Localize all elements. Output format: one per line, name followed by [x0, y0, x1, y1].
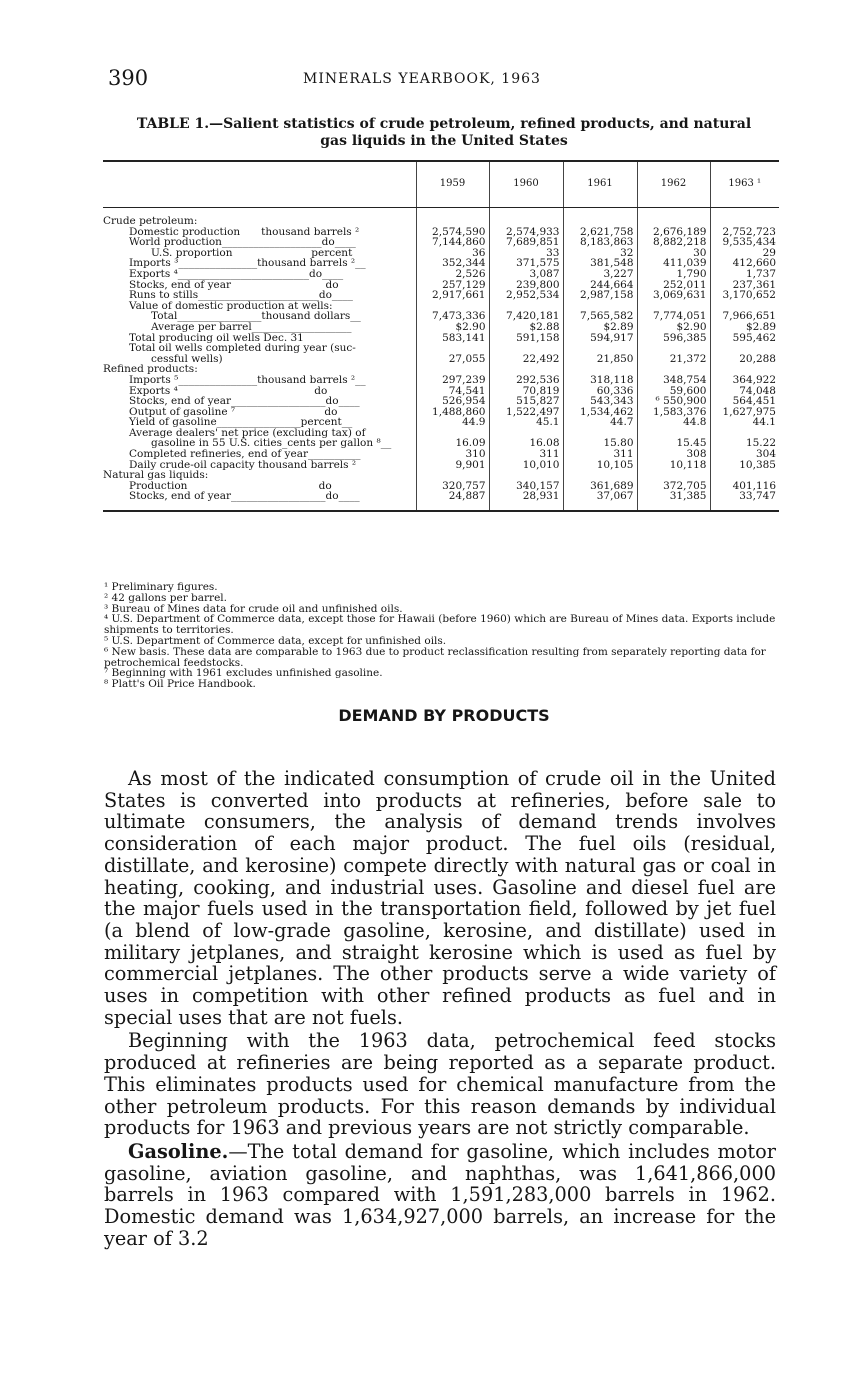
footnote: ¹ Preliminary figures.	[104, 581, 218, 593]
table-row	[103, 322, 779, 333]
cell-value: 10,118	[637, 460, 710, 471]
row-label: World production___________________do____	[129, 237, 356, 248]
table-row	[103, 269, 779, 280]
cell-value: 2,574,590	[416, 227, 489, 238]
cell-value	[637, 301, 710, 312]
row-label: Natural gas liquids:	[103, 470, 209, 481]
row-label: cessful wells)_______________________________	[151, 353, 386, 365]
row-label: Average dealers' net price (excluding tax) of	[129, 427, 366, 439]
cell-value: 31,385	[637, 491, 710, 511]
cell-value: 1,627,975	[710, 407, 779, 418]
table-row	[103, 407, 779, 418]
footnote: ⁵ U.S. Department of Commerce data, except for unfinished oils.	[104, 634, 447, 647]
cell-value	[416, 364, 489, 375]
table-row	[103, 491, 779, 511]
table-row	[103, 470, 779, 481]
cell-value: 7,420,181	[489, 311, 563, 322]
cell-value: $2.89	[563, 322, 637, 333]
cell-value: 32	[563, 248, 637, 259]
cell-value	[489, 364, 563, 375]
cell-value: 21,850	[563, 354, 637, 365]
cell-value: 44.8	[637, 417, 710, 428]
table-title	[104, 116, 784, 150]
table-row	[103, 375, 779, 386]
paragraph: As most of the indicated consumption of crude oil in the United States is converted into products at refineries, before sale to ultimate consumers, the analysis of demand trends involves consideration of each major product. The fuel oils (residual, distillate, and kerosine) compete directly with natural gas or coal in heating, cooking, and industrial uses. Gasoline and diesel fuel are the major fuels used in the transportation field, followed by jet fuel (a blend of low-grade gasoline, kerosine, and distillate) used in military jetplanes, and straight kerosine which is used as fuel by commercial jetplanes. The other products serve a wide variety of uses in competition with other refined products as fuel and in special uses that are not fuels.	[104, 767, 776, 1029]
cell-value: 2,526	[416, 269, 489, 280]
table-row	[103, 311, 779, 322]
cell-value: 21,372	[637, 354, 710, 365]
cell-value	[416, 470, 489, 481]
cell-value	[416, 301, 489, 312]
cell-value: 1,737	[710, 269, 779, 280]
paragraph: Beginning with the 1963 data, petrochemical feed stocks produced at refineries are being reported as a separate product. This eliminates products used for chemical manufacture from the other petroleum products. For this reason demands by individual products for 1963 and previous years are not strictly comparable.	[104, 1029, 776, 1140]
footnote: ⁸ Platt's Oil Price Handbook.	[104, 678, 256, 691]
cell-value	[489, 343, 563, 354]
cell-value: 364,922	[710, 375, 779, 386]
salient-statistics-table	[103, 160, 779, 512]
cell-value: 22,492	[489, 354, 563, 365]
table-row	[103, 481, 779, 492]
cell-value: 29	[710, 248, 779, 259]
run-in-heading: Gasoline.	[128, 1139, 229, 1163]
row-label: Output of gasoline ⁷_________________do____	[129, 406, 359, 418]
table-row	[103, 428, 779, 439]
table-row	[103, 258, 779, 269]
table-row	[103, 227, 779, 238]
cell-value: 60,336	[563, 386, 637, 397]
running-title: MINERALS YEARBOOK, 1963	[303, 71, 541, 87]
table-row	[103, 396, 779, 407]
cell-value	[637, 470, 710, 481]
cell-value: 244,664	[563, 280, 637, 291]
table-row	[103, 301, 779, 312]
cell-value	[563, 428, 637, 439]
column-header-year: 1962	[637, 161, 710, 208]
cell-value: 237,361	[710, 280, 779, 291]
cell-value	[489, 470, 563, 481]
footnote: ⁴ U.S. Department of Commerce data, except those for Hawaii (before 1960) which are Bureau of Mines data. Exports include shipments to territories.	[104, 613, 776, 637]
cell-value: 252,011	[637, 280, 710, 291]
cell-value: 361,689	[563, 481, 637, 492]
cell-value	[710, 428, 779, 439]
cell-value: 10,385	[710, 460, 779, 471]
cell-value	[637, 216, 710, 227]
paragraph	[104, 1141, 776, 1250]
cell-value: 2,574,933	[489, 227, 563, 238]
cell-value: 59,600	[637, 386, 710, 397]
cell-value: 381,548	[563, 258, 637, 269]
body-text	[104, 768, 776, 1251]
cell-value: 352,344	[416, 258, 489, 269]
table-row	[103, 417, 779, 428]
cell-value: 20,288	[710, 354, 779, 365]
row-label: Yield of gasoline________________percent__	[129, 417, 353, 428]
cell-value: 7,774,051	[637, 311, 710, 322]
row-label: Imports ⁵_______________thousand barrels ²__	[129, 374, 366, 386]
cell-value: 8,882,218	[637, 237, 710, 248]
cell-value: 27,055	[416, 354, 489, 365]
cell-value: 16.09	[416, 438, 489, 449]
cell-value: 74,048	[710, 386, 779, 397]
row-label: Refined products:	[103, 364, 198, 375]
cell-value: 583,141	[416, 333, 489, 344]
cell-value: 7,565,582	[563, 311, 637, 322]
cell-value: 70,819	[489, 386, 563, 397]
cell-value: 15.80	[563, 438, 637, 449]
cell-value: 318,118	[563, 375, 637, 386]
page-number: 390	[108, 66, 149, 90]
row-label: Stocks, end of year__________________do____	[129, 279, 360, 291]
row-label: Runs to stills_______________________do____	[129, 290, 353, 301]
table-row	[103, 248, 779, 259]
cell-value	[416, 428, 489, 439]
section-heading: DEMAND BY PRODUCTS	[338, 706, 550, 725]
cell-value	[416, 343, 489, 354]
table-row	[103, 237, 779, 248]
table-row	[103, 438, 779, 449]
cell-value: 1,522,497	[489, 407, 563, 418]
cell-value: 1,583,376	[637, 407, 710, 418]
table-row	[103, 364, 779, 375]
cell-value	[637, 428, 710, 439]
cell-value: 7,144,860	[416, 237, 489, 248]
cell-value	[489, 216, 563, 227]
cell-value: 7,966,651	[710, 311, 779, 322]
cell-value: 15.45	[637, 438, 710, 449]
cell-value	[710, 470, 779, 481]
row-label: Domestic production____thousand barrels ²__	[129, 226, 370, 238]
row-label: Production_________________________do____	[129, 480, 353, 492]
cell-value: 15.22	[710, 438, 779, 449]
cell-value	[563, 470, 637, 481]
cell-value: 16.08	[489, 438, 563, 449]
cell-value	[563, 343, 637, 354]
cell-value: 515,827	[489, 396, 563, 407]
cell-value: $2.89	[710, 322, 779, 333]
cell-value	[637, 343, 710, 354]
cell-value: 44.1	[710, 417, 779, 428]
row-label: Exports ⁴__________________________do____	[129, 385, 349, 397]
footnote: ³ Bureau of Mines data for crude oil and unfinished oils.	[104, 602, 403, 615]
cell-value: $2.88	[489, 322, 563, 333]
footnote: ² 42 gallons per barrel.	[104, 591, 227, 604]
cell-value: 310	[416, 449, 489, 460]
row-label: Value of domestic production at wells:	[129, 300, 333, 312]
cell-value: 412,660	[710, 258, 779, 269]
cell-value: 543,343	[563, 396, 637, 407]
row-label: Total oil wells completed during year (suc-	[129, 343, 356, 354]
cell-value	[563, 301, 637, 312]
cell-value: 3,227	[563, 269, 637, 280]
cell-value: 74,541	[416, 386, 489, 397]
cell-value: 24,887	[416, 491, 489, 511]
table-row	[103, 460, 779, 471]
cell-value: 596,385	[637, 333, 710, 344]
cell-value: $2.90	[416, 322, 489, 333]
table-row	[103, 290, 779, 301]
table-footnotes	[104, 582, 784, 690]
cell-value: 45.1	[489, 417, 563, 428]
row-label: Daily crude-oil capacity thousand barrels ²__	[129, 459, 367, 471]
cell-value: 1,790	[637, 269, 710, 280]
table-row	[103, 343, 779, 354]
footnote: ⁶ New basis. These data are comparable to 1963 due to product reclassification resulting from separately reporting data for petrochemical feedstocks.	[104, 645, 766, 669]
row-label: Imports ³_______________thousand barrels ²__	[129, 258, 366, 269]
cell-value: 320,757	[416, 481, 489, 492]
cell-value: 7,473,336	[416, 311, 489, 322]
column-header-year: 1961	[563, 161, 637, 208]
table-row	[103, 354, 779, 365]
cell-value: 3,170,652	[710, 290, 779, 301]
cell-value: 2,752,723	[710, 227, 779, 238]
cell-value: 9,535,434	[710, 237, 779, 248]
row-label: Stocks, end of year__________________do____	[129, 396, 360, 407]
cell-value: 44.7	[563, 417, 637, 428]
row-label: Exports ⁴_________________________do____	[129, 268, 344, 280]
cell-value: 2,676,189	[637, 227, 710, 238]
row-label: Total________________thousand dollars__	[151, 311, 361, 322]
cell-value: 10,010	[489, 460, 563, 471]
cell-value: 10,105	[563, 460, 637, 471]
cell-value: 37,067	[563, 491, 637, 511]
cell-value: 239,800	[489, 280, 563, 291]
row-label: U.S. proportion_______________percent__	[151, 247, 363, 259]
cell-value: 30	[637, 248, 710, 259]
paragraph-text: —The total demand for gasoline, which includes motor gasoline, aviation gasoline, and naphthas, was 1,641,866,000 barrels in 1963 compared with 1,591,283,000 barrels in 1962. Domestic demand was 1,634,927,000 barrels, an increase for the year of 3.2	[104, 1139, 776, 1250]
row-label: gasoline in 55 U.S. cities_cents per gallon ⁸__	[151, 438, 392, 450]
cell-value: 292,536	[489, 375, 563, 386]
cell-value	[710, 301, 779, 312]
table-title-line-1: TABLE 1.—Salient statistics of crude petroleum, refined products, and natural	[136, 116, 752, 132]
cell-value: 1,488,860	[416, 407, 489, 418]
cell-value: 3,087	[489, 269, 563, 280]
cell-value: ⁶ 550,900	[637, 396, 710, 407]
cell-value: 2,987,158	[563, 290, 637, 301]
table-title-line-2: gas liquids in the United States	[320, 133, 568, 149]
cell-value: 308	[637, 449, 710, 460]
cell-value	[710, 216, 779, 227]
table-row	[103, 386, 779, 397]
cell-value: 594,917	[563, 333, 637, 344]
row-label: Completed refineries, end of year__________	[129, 449, 361, 460]
row-label: Average per barrel___________________	[151, 321, 352, 333]
cell-value	[637, 364, 710, 375]
row-label: Total producing oil wells Dec. 31_____________	[129, 332, 373, 344]
table-row	[103, 449, 779, 460]
cell-value: 311	[563, 449, 637, 460]
table-row	[103, 333, 779, 344]
cell-value: 8,183,863	[563, 237, 637, 248]
row-label: Crude petroleum:	[103, 216, 198, 227]
cell-value	[710, 364, 779, 375]
cell-value: 3,069,631	[637, 290, 710, 301]
cell-value	[489, 428, 563, 439]
cell-value: 401,116	[710, 481, 779, 492]
table-row	[103, 280, 779, 291]
cell-value: 297,239	[416, 375, 489, 386]
cell-value: 526,954	[416, 396, 489, 407]
cell-value: 2,917,661	[416, 290, 489, 301]
cell-value: 340,157	[489, 481, 563, 492]
cell-value: 591,158	[489, 333, 563, 344]
cell-value: 9,901	[416, 460, 489, 471]
table-header-row	[103, 161, 779, 208]
cell-value: 372,705	[637, 481, 710, 492]
page-header	[108, 66, 778, 90]
table-row	[103, 216, 779, 227]
column-header-year: 1959	[416, 161, 489, 208]
cell-value: 7,689,851	[489, 237, 563, 248]
cell-value: 33	[489, 248, 563, 259]
cell-value: 1,534,462	[563, 407, 637, 418]
cell-value: 36	[416, 248, 489, 259]
cell-value	[563, 216, 637, 227]
column-header-year: 1963 ¹	[710, 161, 779, 208]
cell-value: 311	[489, 449, 563, 460]
cell-value: 2,621,758	[563, 227, 637, 238]
cell-value	[563, 364, 637, 375]
cell-value: 411,039	[637, 258, 710, 269]
cell-value	[489, 301, 563, 312]
cell-value	[710, 343, 779, 354]
column-header-year: 1960	[489, 161, 563, 208]
cell-value: 304	[710, 449, 779, 460]
cell-value: 348,754	[637, 375, 710, 386]
column-header-item	[103, 161, 416, 208]
row-label: Stocks, end of year__________________do____	[103, 491, 416, 511]
cell-value: 44.9	[416, 417, 489, 428]
cell-value: $2.90	[637, 322, 710, 333]
cell-value	[416, 216, 489, 227]
footnote: ⁷ Beginning with 1961 excludes unfinished gasoline.	[104, 667, 383, 680]
cell-value: 28,931	[489, 491, 563, 511]
table-body	[103, 208, 779, 512]
cell-value: 564,451	[710, 396, 779, 407]
cell-value: 2,952,534	[489, 290, 563, 301]
cell-value: 595,462	[710, 333, 779, 344]
cell-value: 371,575	[489, 258, 563, 269]
cell-value: 257,129	[416, 280, 489, 291]
cell-value: 33,747	[710, 491, 779, 511]
table-spacer-row	[103, 208, 779, 217]
